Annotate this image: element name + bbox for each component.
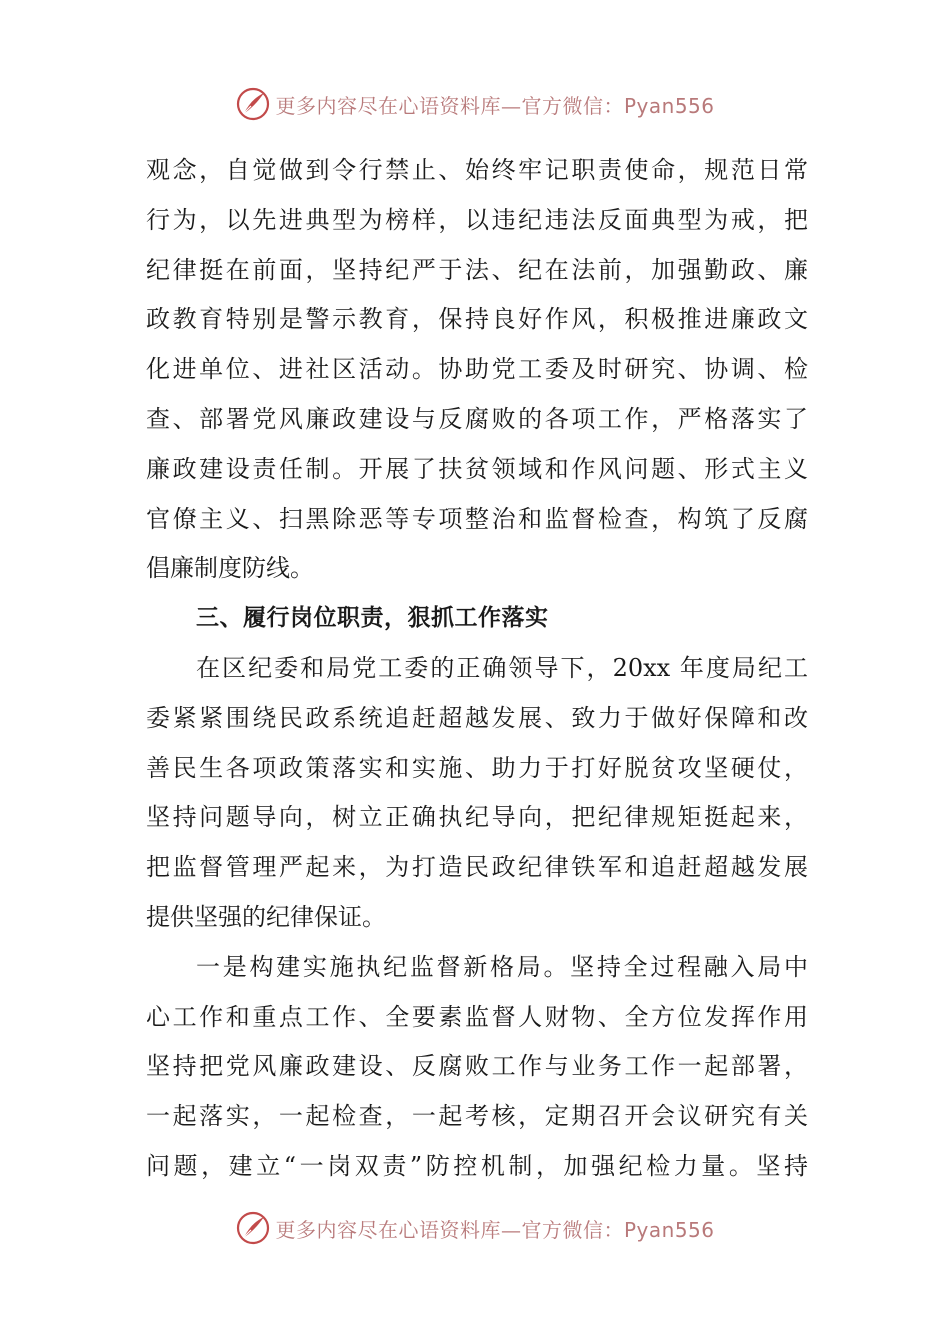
text-line: 政教育特别是警示教育，保持良好作风，积极推进廉政文 (146, 305, 808, 334)
text-line: 一是构建实施执纪监督新格局。坚持全过程融入局中 (196, 952, 808, 981)
text-line: 善民生各项政策落实和实施、助力于打好脱贫攻坚硬仗， (146, 753, 808, 782)
text-line: 提供坚强的纪律保证。 (146, 902, 386, 931)
watermark-text: 更多内容尽在心语资料库—官方微信：Pyan556 (275, 93, 715, 118)
watermark-wechat-id: Pyan556 (623, 1217, 715, 1242)
text-line: 坚持把党风廉政建设、反腐败工作与业务工作一起部署， (146, 1052, 808, 1081)
feather-pen-icon (235, 1210, 271, 1246)
text-line: 问题，建立“一岗双责”防控机制，加强纪检力量。坚持 (146, 1151, 808, 1180)
text-line: 倡廉制度防线。 (146, 554, 314, 583)
text-line: 一起落实，一起检查，一起考核，定期召开会议研究有关 (146, 1102, 808, 1131)
section-heading: 三、履行岗位职责，狠抓工作落实 (196, 605, 549, 632)
text-line: 化进单位、进社区活动。协助党工委及时研究、协调、检 (146, 355, 808, 384)
feather-pen-icon (235, 86, 271, 122)
text-line: 心工作和重点工作、全要素监督人财物、全方位发挥作用 (146, 1002, 808, 1031)
text-line: 观念，自觉做到令行禁止、始终牢记职责使命，规范日常 (146, 156, 808, 184)
document-body (146, 146, 808, 1192)
text-line: 行为，以先进典型为榜样，以违纪违法反面典型为戒，把 (146, 205, 808, 234)
watermark-wechat-id: Pyan556 (623, 93, 715, 118)
watermark-text: 更多内容尽在心语资料库—官方微信：Pyan556 (275, 1217, 715, 1242)
text-line: 把监督管理严起来，为打造民政纪律铁军和追赶超越发展 (146, 853, 808, 882)
text-line: 廉政建设责任制。开展了扶贫领域和作风问题、形式主义 (146, 454, 808, 483)
footer-watermark (0, 1206, 950, 1250)
header-watermark (0, 82, 950, 126)
text-line: 在区纪委和局党工委的正确领导下，20xx 年度局纪工 (196, 653, 808, 682)
text-line: 委紧紧围绕民政系统追赶超越发展、致力于做好保障和改 (146, 703, 808, 732)
text-line: 官僚主义、扫黑除恶等专项整治和监督检查，构筑了反腐 (146, 504, 808, 533)
text-line: 纪律挺在前面，坚持纪严于法、纪在法前，加强勤政、廉 (146, 255, 808, 284)
text-line: 查、部署党风廉政建设与反腐败的各项工作，严格落实了 (146, 404, 808, 433)
text-line: 坚持问题导向，树立正确执纪导向，把纪律规矩挺起来， (146, 803, 808, 832)
